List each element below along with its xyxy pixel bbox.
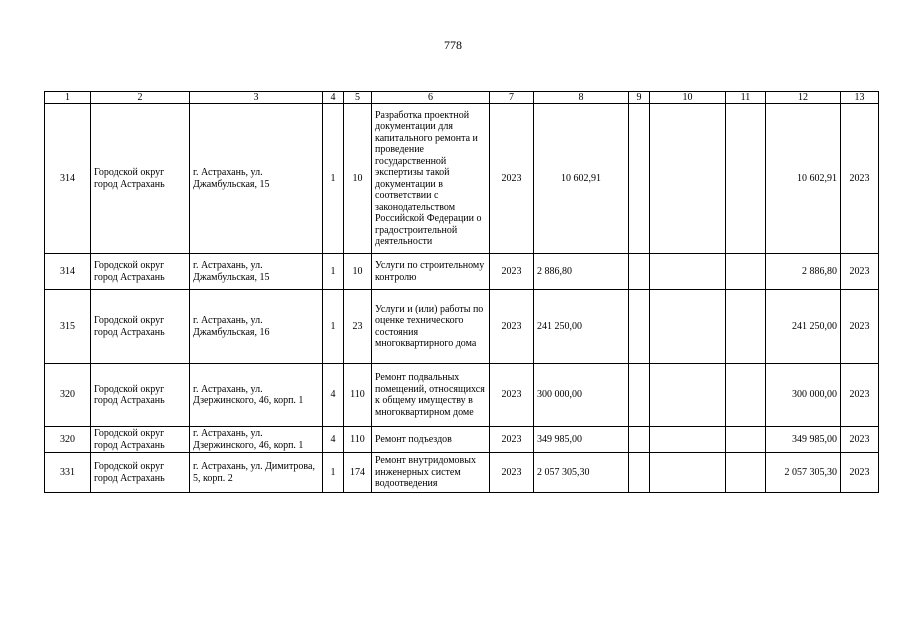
work-description-cell: Ремонт подъездов — [372, 427, 490, 453]
col4-cell: 1 — [323, 290, 344, 364]
col9-cell — [629, 427, 650, 453]
year-cell: 2023 — [490, 290, 534, 364]
year-end-cell: 2023 — [841, 364, 879, 427]
col11-cell — [726, 453, 766, 493]
col10-cell — [650, 453, 726, 493]
table-row — [45, 453, 879, 493]
header-row — [45, 92, 879, 104]
municipality-cell: Городской округ город Астрахань — [91, 290, 190, 364]
table-row — [45, 364, 879, 427]
municipality-cell: Городской округ город Астрахань — [91, 104, 190, 254]
year-cell: 2023 — [490, 453, 534, 493]
table-row — [45, 427, 879, 453]
col4-cell: 1 — [323, 254, 344, 290]
year-end-cell: 2023 — [841, 254, 879, 290]
year-end-cell: 2023 — [841, 427, 879, 453]
col9-cell — [629, 364, 650, 427]
amount-cell: 300 000,00 — [534, 364, 629, 427]
work-description-cell: Услуги и (или) работы по оценке технического состояния многоквартирного дома — [372, 290, 490, 364]
amount-cell: 2 057 305,30 — [534, 453, 629, 493]
header-cell: 5 — [344, 92, 372, 104]
work-description-cell: Ремонт внутридомовых инженерных систем водоотведения — [372, 453, 490, 493]
header-cell: 3 — [190, 92, 323, 104]
municipality-cell: Городской округ город Астрахань — [91, 364, 190, 427]
address-cell: г. Астрахань, ул. Джамбульская, 16 — [190, 290, 323, 364]
work-description-cell: Ремонт подвальных помещений, относящихся к общему имуществу в многоквартирном доме — [372, 364, 490, 427]
total-amount-cell: 300 000,00 — [766, 364, 841, 427]
col10-cell — [650, 104, 726, 254]
header-cell: 4 — [323, 92, 344, 104]
amount-cell: 349 985,00 — [534, 427, 629, 453]
col9-cell — [629, 104, 650, 254]
total-amount-cell: 2 057 305,30 — [766, 453, 841, 493]
year-cell: 2023 — [490, 427, 534, 453]
col9-cell — [629, 453, 650, 493]
year-end-cell: 2023 — [841, 453, 879, 493]
total-amount-cell: 2 886,80 — [766, 254, 841, 290]
col9-cell — [629, 290, 650, 364]
year-cell: 2023 — [490, 104, 534, 254]
total-amount-cell: 349 985,00 — [766, 427, 841, 453]
col4-cell: 4 — [323, 364, 344, 427]
municipality-cell: Городской округ город Астрахань — [91, 427, 190, 453]
col4-cell: 1 — [323, 104, 344, 254]
address-cell: г. Астрахань, ул. Джамбульская, 15 — [190, 104, 323, 254]
col11-cell — [726, 290, 766, 364]
row-number-cell: 331 — [45, 453, 91, 493]
address-cell: г. Астрахань, ул. Джамбульская, 15 — [190, 254, 323, 290]
table-row — [45, 104, 879, 254]
col5-cell: 10 — [344, 254, 372, 290]
row-number-cell: 314 — [45, 254, 91, 290]
header-cell: 7 — [490, 92, 534, 104]
amount-cell: 241 250,00 — [534, 290, 629, 364]
row-number-cell: 320 — [45, 427, 91, 453]
col5-cell: 110 — [344, 427, 372, 453]
header-cell: 6 — [372, 92, 490, 104]
municipality-cell: Городской округ город Астрахань — [91, 254, 190, 290]
col11-cell — [726, 364, 766, 427]
col5-cell: 10 — [344, 104, 372, 254]
work-description-cell: Разработка проектной документации для капитального ремонта и проведение государственной экспертизы такой документации в соответствии с законодательством Российской Федерации о градостроительной деятельности — [372, 104, 490, 254]
address-cell: г. Астрахань, ул. Дзержинского, 46, корп. 1 — [190, 364, 323, 427]
col5-cell: 23 — [344, 290, 372, 364]
total-amount-cell: 241 250,00 — [766, 290, 841, 364]
table-row — [45, 290, 879, 364]
row-number-cell: 320 — [45, 364, 91, 427]
header-cell: 13 — [841, 92, 879, 104]
year-cell: 2023 — [490, 364, 534, 427]
work-description-cell: Услуги по строительному контролю — [372, 254, 490, 290]
table-row — [45, 254, 879, 290]
year-end-cell: 2023 — [841, 290, 879, 364]
year-cell: 2023 — [490, 254, 534, 290]
page-number: 778 — [444, 38, 462, 52]
header-cell: 10 — [650, 92, 726, 104]
col9-cell — [629, 254, 650, 290]
header-cell: 8 — [534, 92, 629, 104]
col4-cell: 4 — [323, 427, 344, 453]
header-cell: 11 — [726, 92, 766, 104]
header-cell: 1 — [45, 92, 91, 104]
total-amount-cell: 10 602,91 — [766, 104, 841, 254]
amount-cell: 2 886,80 — [534, 254, 629, 290]
col10-cell — [650, 254, 726, 290]
col11-cell — [726, 427, 766, 453]
header-cell: 2 — [91, 92, 190, 104]
col4-cell: 1 — [323, 453, 344, 493]
col5-cell: 110 — [344, 364, 372, 427]
col10-cell — [650, 290, 726, 364]
amount-cell: 10 602,91 — [534, 104, 629, 254]
col11-cell — [726, 254, 766, 290]
col11-cell — [726, 104, 766, 254]
register-table — [44, 91, 879, 493]
municipality-cell: Городской округ город Астрахань — [91, 453, 190, 493]
address-cell: г. Астрахань, ул. Дзержинского, 46, корп. 1 — [190, 427, 323, 453]
year-end-cell: 2023 — [841, 104, 879, 254]
col5-cell: 174 — [344, 453, 372, 493]
row-number-cell: 315 — [45, 290, 91, 364]
address-cell: г. Астрахань, ул. Димитрова, 5, корп. 2 — [190, 453, 323, 493]
col10-cell — [650, 364, 726, 427]
header-cell: 9 — [629, 92, 650, 104]
col10-cell — [650, 427, 726, 453]
row-number-cell: 314 — [45, 104, 91, 254]
header-cell: 12 — [766, 92, 841, 104]
